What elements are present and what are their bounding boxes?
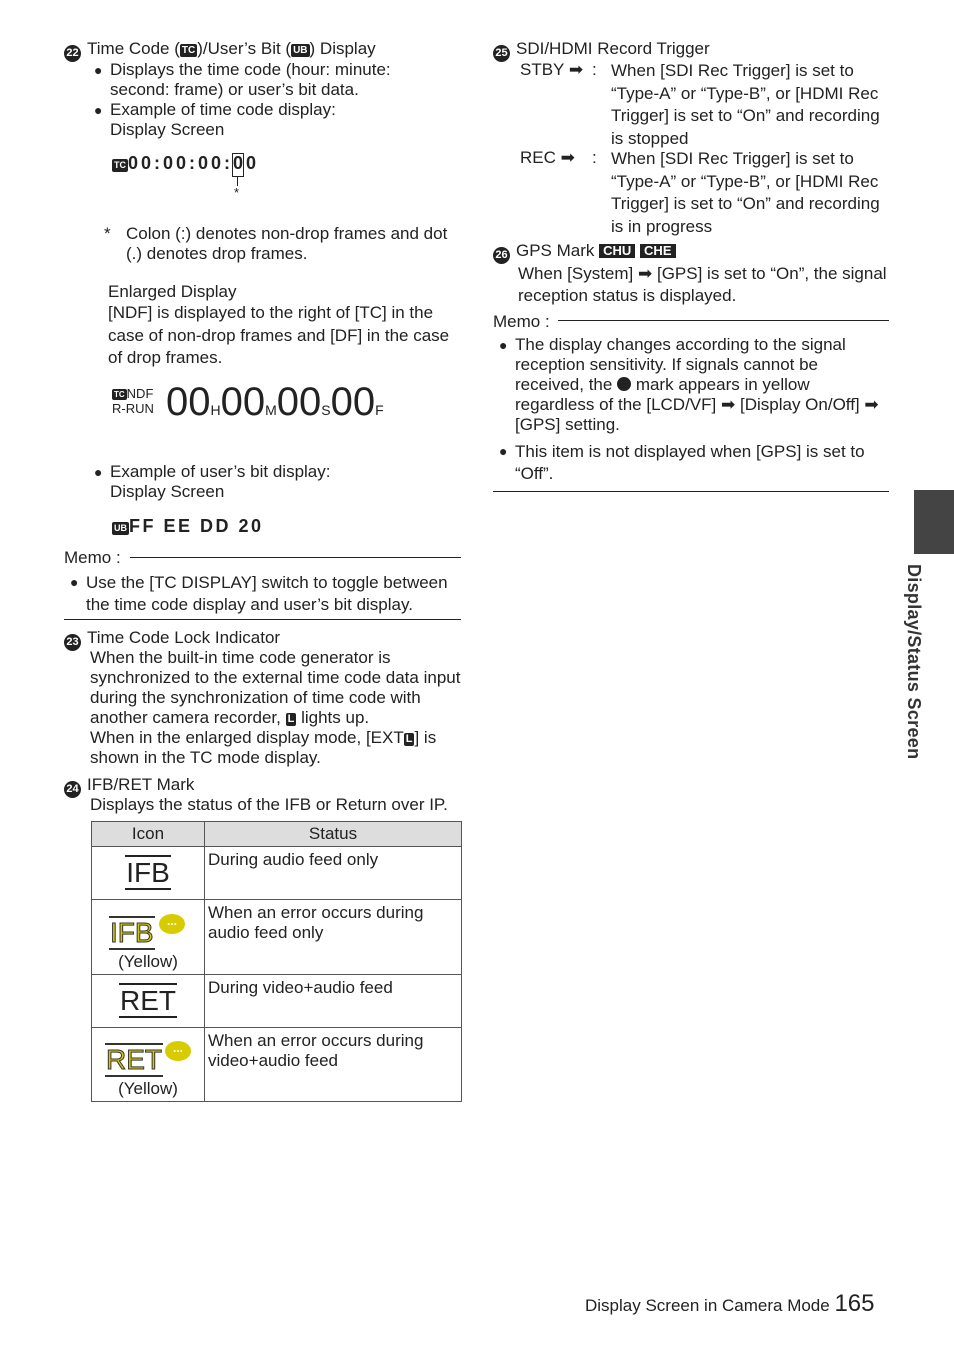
col-icon-header: Icon	[92, 822, 205, 847]
chapter-label: Display/Status Screen	[904, 564, 924, 760]
number-23-icon: 23	[64, 634, 81, 651]
section-24-text: Displays the status of the IFB or Return over IP.	[90, 795, 448, 814]
ub-display-example: UB FF EE DD 20	[114, 516, 264, 536]
section-23-text: When the built-in time code generator is synchronized to the external time code data input during the synchronization of time code with another camera recorder, L lights up. When in the enlarged display mode, [EXT L ] is shown in the TC mode display.	[90, 648, 461, 767]
lock-icon: L	[287, 713, 295, 725]
memo-rule-right	[558, 320, 889, 321]
ub-value: FF EE DD 20	[129, 516, 264, 536]
right-arrow-icon: ➡	[721, 395, 736, 414]
section-22-title: 22 Time Code ( TC )/User’s Bit ( UB ) Display	[64, 39, 464, 62]
section-26-title: 26 GPS Mark CHU CHE	[493, 241, 893, 264]
memo-end-rule-right	[493, 491, 889, 492]
table-row: IFB During audio feed only	[92, 847, 462, 900]
tc-display-example: TC 00:00:00:00	[114, 153, 260, 173]
memo-bullet-gps: ● The display changes according to the signal reception sensitivity. If signals cannot be received, the mark appears in yellow regardless of the [LCD/VF] ➡ [Display On/Off] ➡ [GPS] setting.	[499, 335, 879, 434]
error-bubble-icon: ...	[165, 1041, 191, 1061]
enlarged-tc-labels: TC NDF R-RUN	[112, 386, 154, 416]
gps-satellite-icon	[617, 377, 631, 391]
number-22-icon: 22	[64, 45, 81, 62]
chapter-tab	[914, 490, 954, 554]
number-25-icon: 25	[493, 45, 510, 62]
enlarged-display-title: Enlarged Display	[108, 282, 237, 301]
page-number: 165	[834, 1290, 875, 1317]
stby-label: STBY ➡	[520, 60, 584, 79]
enlarged-display-text: [NDF] is displayed to the right of [TC] in the case of non-drop frames and [DF] in the case of drop frames.	[108, 303, 450, 367]
bullet-time-code-desc: ● Displays the time code (hour: minute: second: frame) or user’s bit data.	[94, 60, 391, 99]
error-bubble-icon: ...	[159, 914, 185, 934]
table-row: RET ... (Yellow) When an error occurs during video+audio feed	[92, 1028, 462, 1102]
rec-text: When [SDI Rec Trigger] is set to “Type-A” or “Type-B”, or [HDMI Rec Trigger] is set to “On” and recording is in progress	[611, 149, 880, 236]
footer	[585, 1290, 875, 1317]
che-badge: CHE	[640, 244, 675, 258]
chu-badge: CHU	[599, 244, 635, 258]
memo-rule	[130, 557, 461, 558]
memo-label: Memo :	[64, 548, 121, 567]
memo-end-rule	[64, 619, 461, 620]
ifb-icon: IFB	[126, 857, 170, 888]
ifb-yellow-icon: IFB	[110, 917, 154, 948]
section-26-text: When [System] ➡ [GPS] is set to “On”, the signal reception status is displayed.	[518, 264, 887, 305]
memo-bullet-off: ● This item is not displayed when [GPS] is set to “Off”.	[499, 442, 865, 483]
right-arrow-icon: ➡	[638, 264, 653, 283]
section-24-title: 24 IFB/RET Mark	[64, 775, 464, 798]
footnote-text: Colon (:) denotes non-drop frames and dot (.) denotes drop frames.	[126, 224, 448, 263]
footnote-mark: *	[104, 224, 111, 243]
bullet-ub-example: ● Example of user’s bit display: Display Screen	[94, 462, 331, 501]
footer-section-title: Display Screen in Camera Mode	[585, 1296, 830, 1315]
rec-label: REC ➡	[520, 148, 575, 167]
tc-value: 00:00:00:00	[128, 153, 260, 173]
table-row: RET During video+audio feed	[92, 975, 462, 1028]
enlarged-tc-value: 00H00M00S00F	[166, 380, 384, 424]
colon-highlight-box	[232, 153, 244, 177]
number-24-icon: 24	[64, 781, 81, 798]
tc-icon: TC	[181, 45, 196, 56]
ub-icon: UB	[293, 45, 308, 56]
right-arrow-icon: ➡	[568, 60, 584, 79]
right-arrow-icon: ➡	[864, 395, 879, 414]
number-26-icon: 26	[493, 247, 510, 264]
memo-bullet: ● Use the [TC DISPLAY] switch to toggle between the time code display and user’s bit display.	[70, 573, 448, 614]
section-23-title: 23 Time Code Lock Indicator	[64, 628, 464, 651]
section-25-title: 25 SDI/HDMI Record Trigger	[493, 39, 893, 62]
asterisk-mark: *	[234, 185, 240, 200]
right-arrow-icon: ➡	[560, 148, 575, 167]
ret-yellow-icon: RET	[106, 1044, 162, 1075]
stby-text: When [SDI Rec Trigger] is set to “Type-A” or “Type-B”, or [HDMI Rec Trigger] is set to “On” and recording is stopped	[611, 61, 880, 148]
memo-label-right: Memo :	[493, 312, 550, 331]
col-status-header: Status	[205, 822, 462, 847]
ifb-ret-table	[91, 821, 462, 1102]
table-row: IFB ... (Yellow) When an error occurs during audio feed only	[92, 900, 462, 975]
bullet-tc-example: ● Example of time code display: Display Screen	[94, 100, 336, 139]
ret-icon: RET	[120, 985, 176, 1016]
